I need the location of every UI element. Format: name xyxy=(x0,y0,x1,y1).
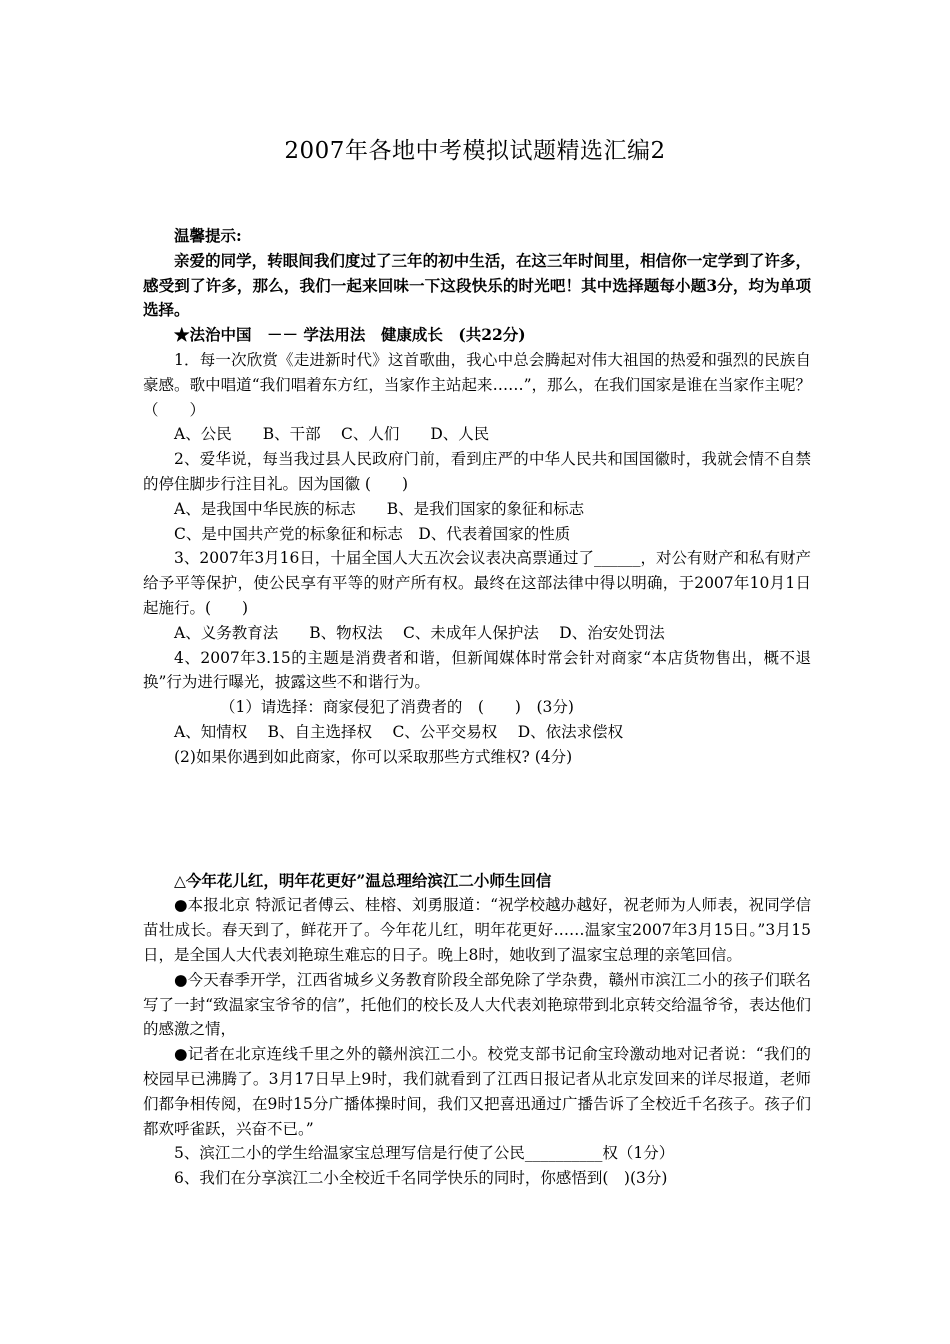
question-3: 3、2007年3月16日，十届全国人大五次会议表决高票通过了______，对公有财产和私有财产给予平等保护，使公民享有平等的财产所有权。最终在这部法律中得以明确，于2007年10月1日起施行。( ) xyxy=(143,549,811,617)
question-2: 2、爱华说，每当我过县人民政府门前，看到庄严的中华人民共和国国徽时，我就会情不自禁的停住脚步行注目礼。因为国徽 ( ) xyxy=(143,450,811,493)
question-4-part-2: (2)如果你遇到如此商家，你可以采取那些方式维权? (4分) xyxy=(174,747,573,766)
news-paragraph-3: ●记者在北京连线千里之外的赣州滨江二小。校党支部书记俞宝玲激动地对记者说：“我们的校园早已沸腾了。3月17日早上9时，我们就看到了江西日报记者从北京发回来的详尽报道，老师们都争相传阅，在9时15分广播体操时间，我们又把喜迅通过广播告诉了全校近千名孩子。孩子们都欢呼雀跃，兴奋不已。” xyxy=(143,1045,811,1138)
question-4-part-1: （1）请选择：商家侵犯了消费者的 ( ) (3分) xyxy=(220,698,574,717)
question-4: 4、2007年3.15的主题是消费者和谐，但新闻媒体时常会针对商家“本店货物售出，概不退换”行为进行曝光，披露这些不和谐行为。 xyxy=(143,648,811,692)
page-title: 2007年各地中考模拟试题精选汇编2 xyxy=(284,138,666,164)
question-1: 1．每一次欣赏《走进新时代》这首歌曲，我心中总会腾起对伟大祖国的热爱和强烈的民族自豪感。歌中唱道“我们唱着东方红，当家作主站起来……”，那么，在我们国家是谁在当家作主呢？（ ） xyxy=(143,350,811,419)
answer-space xyxy=(143,770,811,869)
question-4-part-1-options: A、知情权 B、自主选择权 C、公平交易权 D、依法求偿权 xyxy=(174,722,624,741)
question-3-options: A、义务教育法 B、物权法 C、未成年人保护法 D、治安处罚法 xyxy=(174,623,665,642)
news-paragraph-2: ●今天春季开学，江西省城乡义务教育阶段全部免除了学杂费，赣州市滨江二小的孩子们联名写了一封“致温家宝爷爷的信”，托他们的校长及人大代表刘艳琼带到北京转交给温爷爷，表达他们的感激之情， xyxy=(143,970,811,1039)
news-paragraph-1: ●本报北京 特派记者傅云、桂榕、刘勇服道：“祝学校越办越好，祝老师为人师表，祝同学信苗壮成长。春天到了，鲜花开了。今年花儿红，明年花更好……温家宝2007年3月15日。”3月15日，是全国人大代表刘艳琼生难忘的日子。晚上8时，她收到了温家宝总理的亲笔回信。 xyxy=(143,896,811,964)
question-2-options-row2: C、是中国共产党的标象征和标志 D、代表着国家的性质 xyxy=(174,524,571,543)
question-2-options-row1: A、是我国中华民族的标志 B、是我们国家的象征和标志 xyxy=(174,499,585,518)
tip-heading: 温馨提示: xyxy=(174,226,242,245)
section-heading-news: △今年花儿红，明年花更好”温总理给滨江二小师生回信 xyxy=(174,870,552,890)
section-heading-law: ★法治中国 －－ 学法用法 健康成长 (共22分) xyxy=(174,325,526,345)
document-body xyxy=(143,224,811,1191)
question-1-options: A、公民 B、干部 C、人们 D、人民 xyxy=(174,425,490,444)
question-6: 6、我们在分享滨江二小全校近千名同学快乐的同时，你感悟到( )(3分) xyxy=(174,1169,668,1188)
tip-body: 亲爱的同学，转眼间我们度过了三年的初中生活，在这三年时间里，相信你一定学到了许多，感受到了许多，那么，我们一起来回味一下这段快乐的时光吧！其中选择题每小题3分，均为单项选择。 xyxy=(143,250,811,320)
question-5: 5、滨江二小的学生给温家宝总理写信是行使了公民__________权（1分） xyxy=(174,1144,675,1163)
